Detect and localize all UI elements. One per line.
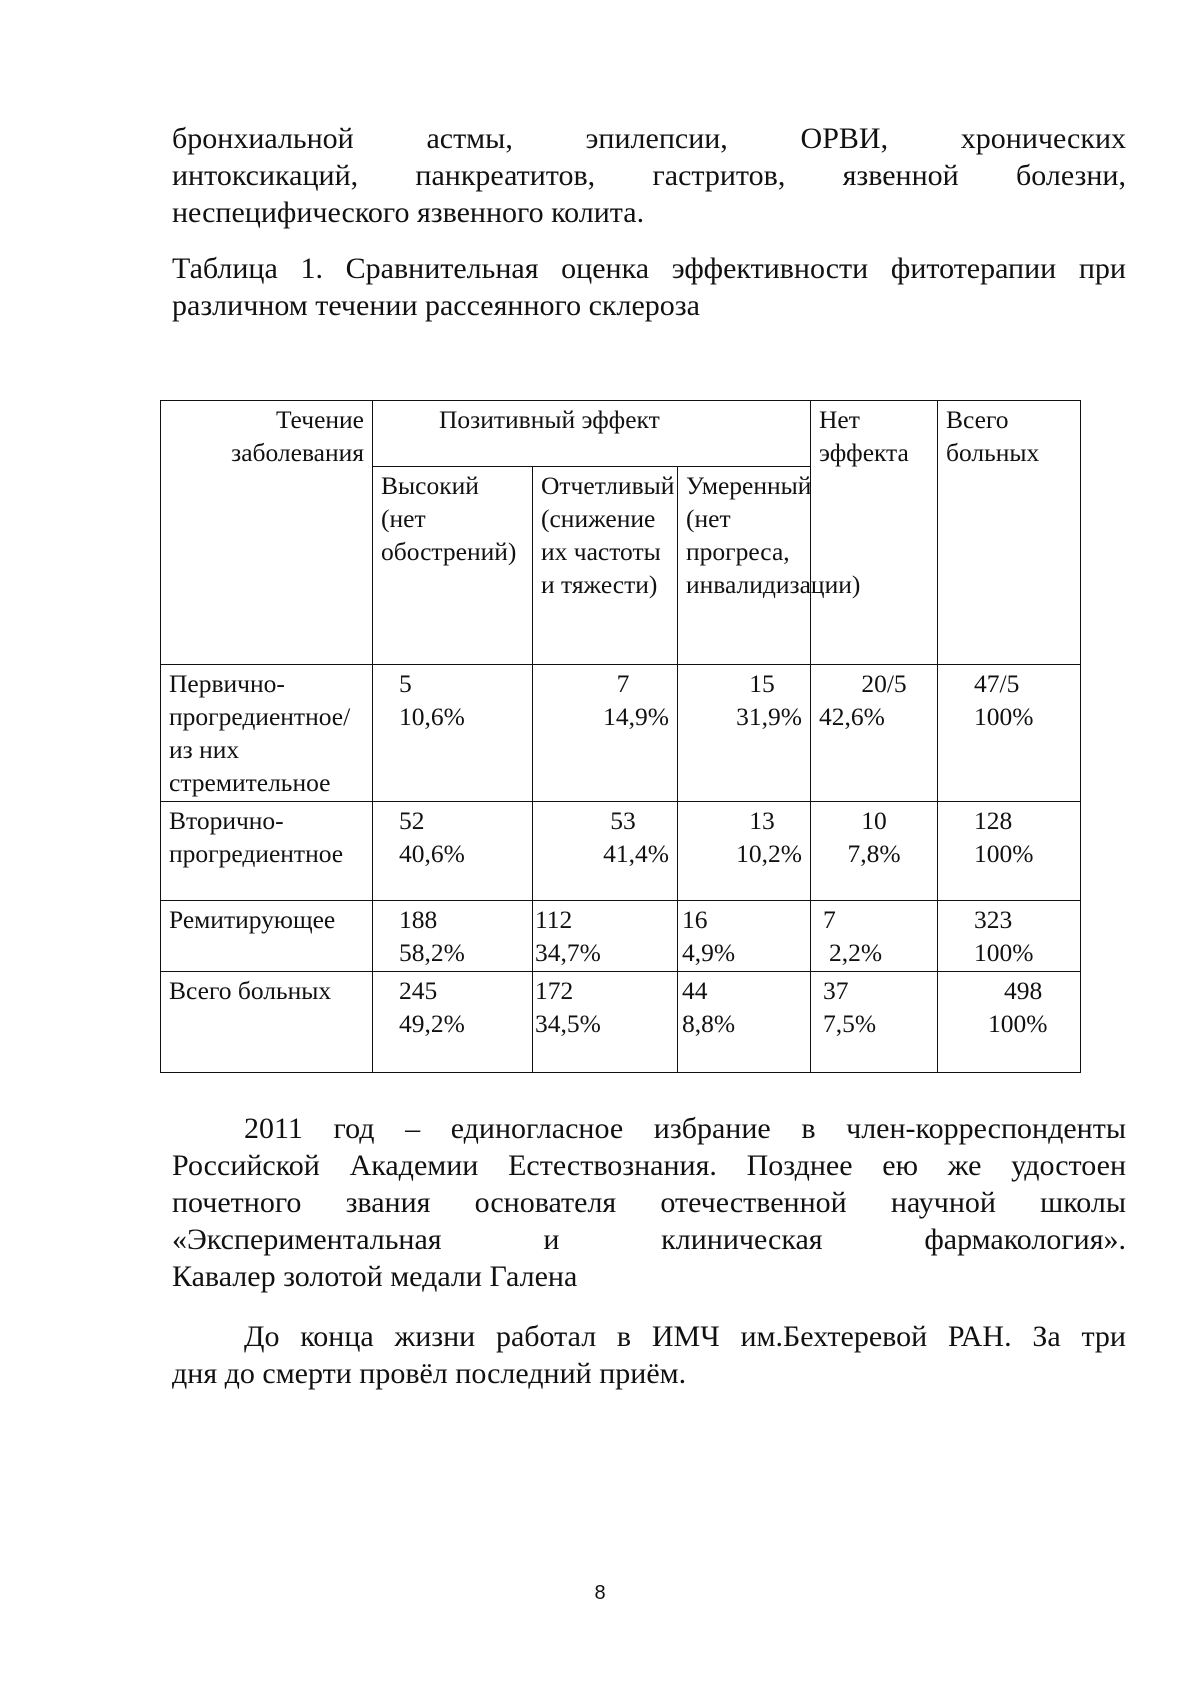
table-row [161, 901, 1081, 972]
cell-no-effect: 37 7,5% [811, 972, 938, 1073]
row-label: Всего больных [161, 972, 373, 1073]
intro-line: неспецифического язвенного колита. [172, 196, 645, 229]
caption-line: Таблица 1. Сравнительная оценка эффективности фитотерапии при [172, 252, 1126, 285]
paragraph-line: дня до смерти провёл последний приём. [172, 1357, 687, 1390]
header-high: Высокий (нет обострений) [373, 467, 533, 665]
header-no-effect: Нет эффекта [811, 401, 938, 665]
cell-distinct: 112 34,7% [533, 901, 678, 972]
paragraph-line: почетного звания основателя отечественной научной школы [172, 1186, 1126, 1219]
cell-no-effect: 20/5 42,6% [811, 665, 938, 802]
paragraph-line: До конца жизни работал в ИМЧ им.Бехтеревой РАН. За три [244, 1320, 1126, 1353]
header-positive: Позитивный эффект [373, 401, 811, 467]
caption-line: различном течении рассеянного склероза [172, 289, 700, 322]
row-label: Ремитирующее [161, 901, 373, 972]
table-row [161, 972, 1081, 1073]
cell-moderate: 44 8,8% [678, 972, 811, 1073]
table-row [161, 802, 1081, 901]
cell-high: 188 58,2% [373, 901, 533, 972]
cell-distinct: 53 41,4% [533, 802, 678, 901]
results-table [160, 400, 1081, 1073]
intro-paragraph [172, 120, 1126, 231]
cell-total: 128 100% [938, 802, 1081, 901]
paragraph-line: 2011 год – единогласное избрание в член-корреспонденты [244, 1112, 1126, 1145]
cell-total: 47/5 100% [938, 665, 1081, 802]
table-row [161, 665, 1081, 802]
cell-no-effect: 10 7,8% [811, 802, 938, 901]
cell-moderate: 15 31,9% [678, 665, 811, 802]
row-label: Первично-прогредиентное/из них стремительное [161, 665, 373, 802]
cell-high: 5 10,6% [373, 665, 533, 802]
intro-line: бронхиальной астмы, эпилепсии, ОРВИ, хронических [172, 122, 1126, 155]
cell-high: 52 40,6% [373, 802, 533, 901]
cell-distinct: 7 14,9% [533, 665, 678, 802]
paragraph-2011 [172, 1110, 1126, 1295]
page-number: 8 [594, 1582, 606, 1604]
cell-total: 323 100% [938, 901, 1081, 972]
cell-total: 498 100% [938, 972, 1081, 1073]
paragraph-line: Российской Академии Естествознания. Позднее ею же удостоен [172, 1149, 1126, 1182]
header-moderate: Умеренный (нет прогреса, инвалидизации) [678, 467, 811, 665]
header-course: Течение заболевания [161, 401, 373, 665]
header-distinct: Отчетливый (снижение их частоты и тяжести) [533, 467, 678, 665]
header-total: Всего больных [938, 401, 1081, 665]
cell-distinct: 172 34,5% [533, 972, 678, 1073]
table-caption [172, 250, 1126, 324]
cell-moderate: 16 4,9% [678, 901, 811, 972]
row-label: Вторично-прогредиентное [161, 802, 373, 901]
paragraph-line: Кавалер золотой медали Галена [172, 1260, 578, 1293]
cell-high: 245 49,2% [373, 972, 533, 1073]
cell-no-effect: 7 2,2% [811, 901, 938, 972]
intro-line: интоксикаций, панкреатитов, гастритов, язвенной болезни, [172, 159, 1126, 192]
paragraph-line: «Экспериментальная и клиническая фармакология». [172, 1223, 1126, 1256]
cell-moderate: 13 10,2% [678, 802, 811, 901]
paragraph-end [172, 1318, 1126, 1392]
